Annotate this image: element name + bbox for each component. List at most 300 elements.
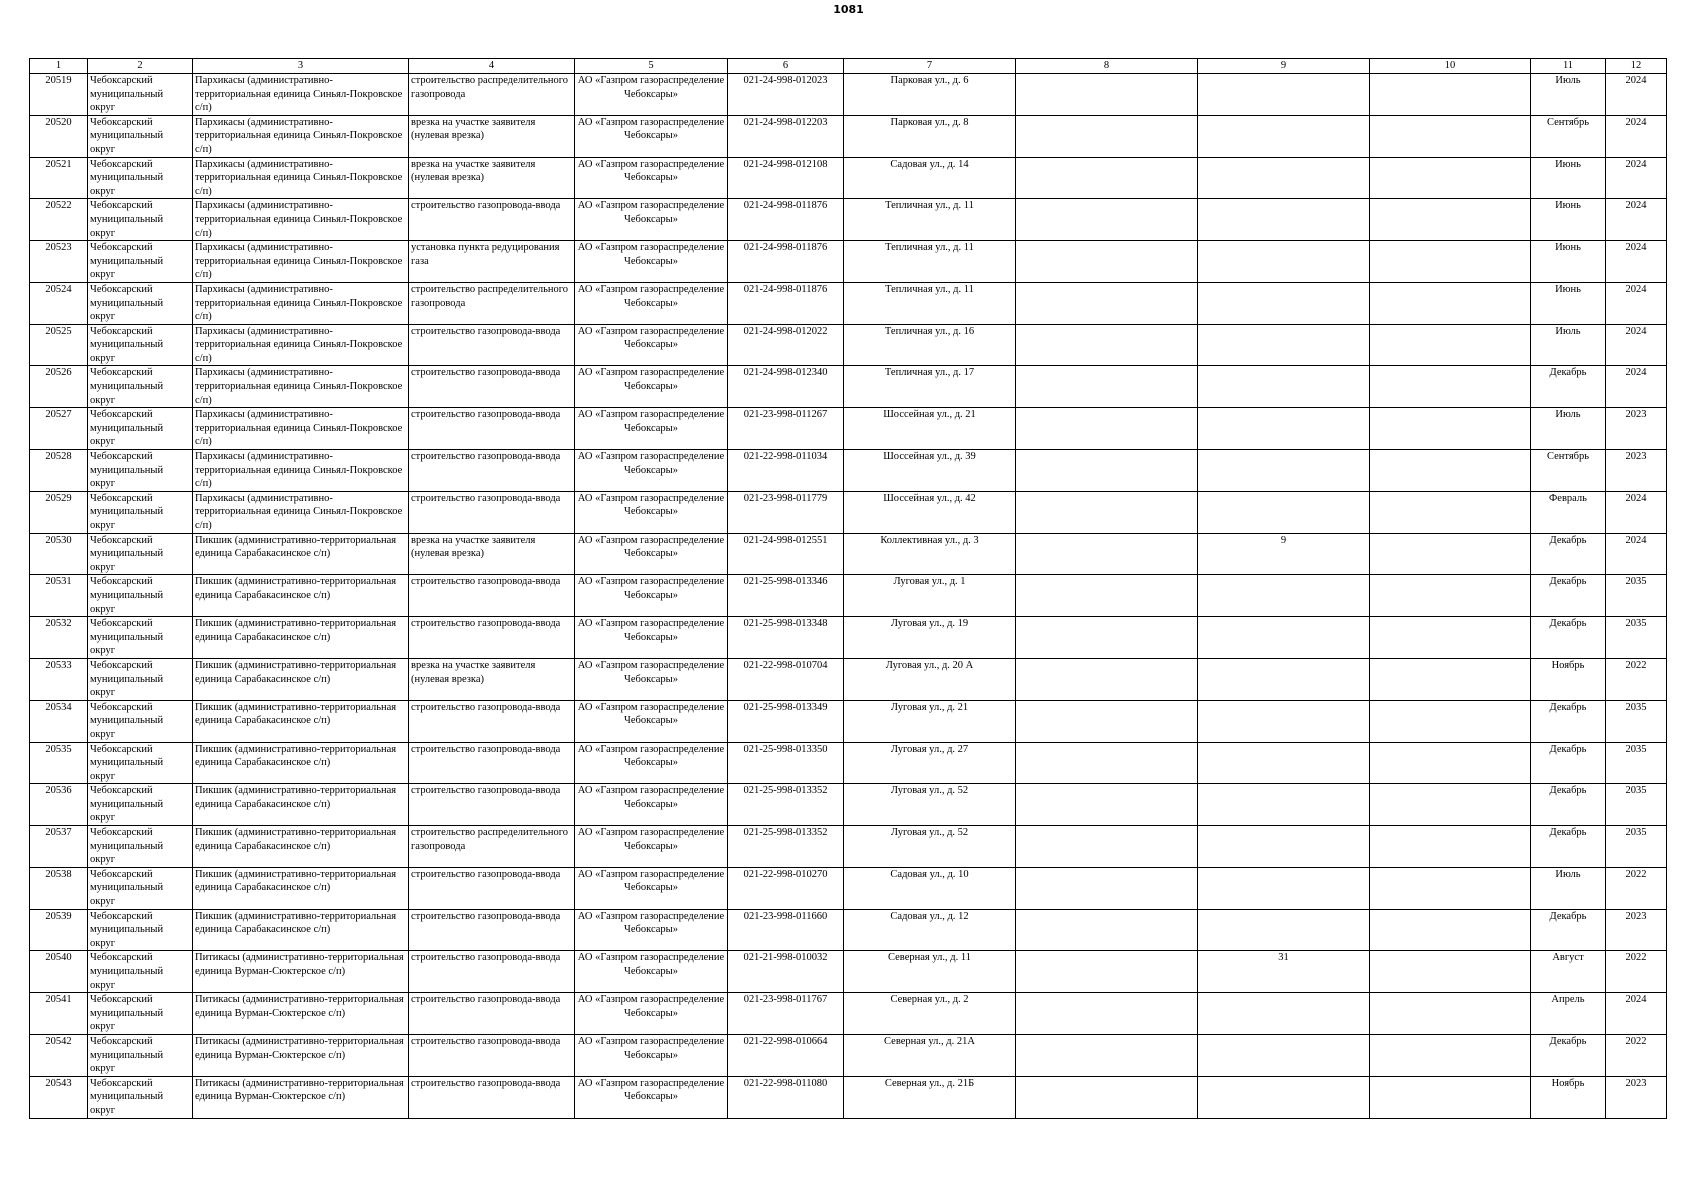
cell-application-number: 021-24-998-012023	[728, 74, 844, 116]
cell-work-type: установка пункта редуцирования газа	[409, 241, 575, 283]
cell-settlement: Пикшик (административно-территориальная единица Сарабакасинское с/п)	[193, 909, 409, 951]
cell-month: Декабрь	[1531, 826, 1606, 868]
cell-column-10	[1370, 993, 1531, 1035]
cell-district: Чебоксарский муниципальный округ	[88, 826, 193, 868]
cell-row-number: 20534	[30, 700, 88, 742]
cell-column-10	[1370, 282, 1531, 324]
cell-month: Ноябрь	[1531, 1076, 1606, 1118]
cell-application-number: 021-25-998-013346	[728, 575, 844, 617]
cell-organization: АО «Газпром газораспределение Чебоксары»	[575, 408, 728, 450]
cell-column-9	[1198, 784, 1370, 826]
cell-column-8	[1016, 909, 1198, 951]
cell-month: Декабрь	[1531, 533, 1606, 575]
cell-month: Декабрь	[1531, 366, 1606, 408]
cell-column-8	[1016, 408, 1198, 450]
cell-year: 2022	[1606, 951, 1667, 993]
cell-organization: АО «Газпром газораспределение Чебоксары»	[575, 533, 728, 575]
cell-row-number: 20523	[30, 241, 88, 283]
cell-district: Чебоксарский муниципальный округ	[88, 199, 193, 241]
cell-organization: АО «Газпром газораспределение Чебоксары»	[575, 658, 728, 700]
cell-organization: АО «Газпром газораспределение Чебоксары»	[575, 575, 728, 617]
cell-column-10	[1370, 784, 1531, 826]
cell-organization: АО «Газпром газораспределение Чебоксары»	[575, 1076, 728, 1118]
cell-address: Луговая ул., д. 1	[844, 575, 1016, 617]
cell-column-8	[1016, 282, 1198, 324]
cell-row-number: 20521	[30, 157, 88, 199]
cell-column-10	[1370, 575, 1531, 617]
cell-address: Северная ул., д. 11	[844, 951, 1016, 993]
cell-district: Чебоксарский муниципальный округ	[88, 909, 193, 951]
cell-organization: АО «Газпром газораспределение Чебоксары»	[575, 909, 728, 951]
cell-row-number: 20527	[30, 408, 88, 450]
cell-year: 2024	[1606, 491, 1667, 533]
cell-year: 2035	[1606, 826, 1667, 868]
cell-row-number: 20520	[30, 115, 88, 157]
cell-application-number: 021-24-998-011876	[728, 282, 844, 324]
cell-work-type: строительство газопровода-ввода	[409, 575, 575, 617]
cell-settlement: Пикшик (административно-территориальная единица Сарабакасинское с/п)	[193, 700, 409, 742]
cell-work-type: строительство газопровода-ввода	[409, 784, 575, 826]
cell-district: Чебоксарский муниципальный округ	[88, 533, 193, 575]
table-row	[30, 408, 1667, 450]
cell-work-type: строительство газопровода-ввода	[409, 450, 575, 492]
cell-row-number: 20537	[30, 826, 88, 868]
cell-column-10	[1370, 533, 1531, 575]
cell-column-8	[1016, 867, 1198, 909]
cell-column-8	[1016, 784, 1198, 826]
cell-district: Чебоксарский муниципальный округ	[88, 450, 193, 492]
column-number: 1	[30, 59, 88, 74]
cell-address: Парковая ул., д. 8	[844, 115, 1016, 157]
cell-settlement: Пархикасы (административно-территориальная единица Синьял-Покровское с/п)	[193, 241, 409, 283]
cell-column-9	[1198, 867, 1370, 909]
table-row	[30, 951, 1667, 993]
cell-month: Декабрь	[1531, 1034, 1606, 1076]
cell-work-type: строительство газопровода-ввода	[409, 1034, 575, 1076]
cell-settlement: Пархикасы (административно-территориальная единица Синьял-Покровское с/п)	[193, 157, 409, 199]
column-number: 2	[88, 59, 193, 74]
cell-address: Луговая ул., д. 20 А	[844, 658, 1016, 700]
cell-application-number: 021-22-998-010704	[728, 658, 844, 700]
cell-organization: АО «Газпром газораспределение Чебоксары»	[575, 742, 728, 784]
cell-row-number: 20531	[30, 575, 88, 617]
cell-organization: АО «Газпром газораспределение Чебоксары»	[575, 241, 728, 283]
cell-application-number: 021-23-998-011267	[728, 408, 844, 450]
table-row	[30, 993, 1667, 1035]
column-number-row	[30, 59, 1667, 74]
cell-column-9	[1198, 324, 1370, 366]
cell-application-number: 021-24-998-011876	[728, 241, 844, 283]
cell-year: 2024	[1606, 74, 1667, 116]
table-row	[30, 157, 1667, 199]
cell-column-8	[1016, 157, 1198, 199]
cell-row-number: 20536	[30, 784, 88, 826]
cell-work-type: врезка на участке заявителя (нулевая врезка)	[409, 157, 575, 199]
cell-column-10	[1370, 658, 1531, 700]
cell-work-type: строительство газопровода-ввода	[409, 867, 575, 909]
cell-column-9	[1198, 366, 1370, 408]
cell-column-9	[1198, 491, 1370, 533]
cell-application-number: 021-23-998-011660	[728, 909, 844, 951]
cell-column-9	[1198, 282, 1370, 324]
cell-month: Июнь	[1531, 199, 1606, 241]
cell-column-9	[1198, 450, 1370, 492]
cell-column-10	[1370, 909, 1531, 951]
cell-month: Сентябрь	[1531, 115, 1606, 157]
table-row	[30, 742, 1667, 784]
cell-work-type: строительство газопровода-ввода	[409, 324, 575, 366]
cell-address: Тепличная ул., д. 11	[844, 282, 1016, 324]
column-number: 7	[844, 59, 1016, 74]
cell-application-number: 021-25-998-013352	[728, 826, 844, 868]
cell-row-number: 20529	[30, 491, 88, 533]
cell-settlement: Пикшик (административно-территориальная единица Сарабакасинское с/п)	[193, 658, 409, 700]
cell-column-10	[1370, 826, 1531, 868]
cell-month: Декабрь	[1531, 784, 1606, 826]
cell-year: 2035	[1606, 784, 1667, 826]
cell-organization: АО «Газпром газораспределение Чебоксары»	[575, 617, 728, 659]
cell-year: 2023	[1606, 408, 1667, 450]
cell-work-type: строительство газопровода-ввода	[409, 491, 575, 533]
cell-settlement: Пархикасы (административно-территориальная единица Синьял-Покровское с/п)	[193, 324, 409, 366]
cell-organization: АО «Газпром газораспределение Чебоксары»	[575, 366, 728, 408]
cell-district: Чебоксарский муниципальный округ	[88, 366, 193, 408]
cell-column-8	[1016, 450, 1198, 492]
column-number: 6	[728, 59, 844, 74]
cell-district: Чебоксарский муниципальный округ	[88, 575, 193, 617]
cell-application-number: 021-25-998-013349	[728, 700, 844, 742]
cell-column-10	[1370, 700, 1531, 742]
cell-column-8	[1016, 826, 1198, 868]
cell-settlement: Питикасы (административно-территориальная единица Вурман-Сюктерское с/п)	[193, 1034, 409, 1076]
table-row	[30, 575, 1667, 617]
cell-column-10	[1370, 241, 1531, 283]
cell-organization: АО «Газпром газораспределение Чебоксары»	[575, 826, 728, 868]
cell-year: 2024	[1606, 199, 1667, 241]
cell-row-number: 20538	[30, 867, 88, 909]
cell-organization: АО «Газпром газораспределение Чебоксары»	[575, 74, 728, 116]
cell-column-8	[1016, 199, 1198, 241]
cell-address: Парковая ул., д. 6	[844, 74, 1016, 116]
cell-settlement: Пикшик (административно-территориальная единица Сарабакасинское с/п)	[193, 533, 409, 575]
cell-month: Август	[1531, 951, 1606, 993]
cell-work-type: строительство газопровода-ввода	[409, 993, 575, 1035]
cell-work-type: строительство распределительного газопровода	[409, 74, 575, 116]
table-row	[30, 617, 1667, 659]
cell-month: Июнь	[1531, 282, 1606, 324]
cell-settlement: Питикасы (административно-территориальная единица Вурман-Сюктерское с/п)	[193, 951, 409, 993]
page-number: 1081	[833, 3, 864, 16]
cell-row-number: 20528	[30, 450, 88, 492]
cell-address: Луговая ул., д. 21	[844, 700, 1016, 742]
cell-application-number: 021-22-998-011080	[728, 1076, 844, 1118]
cell-row-number: 20539	[30, 909, 88, 951]
table-row	[30, 241, 1667, 283]
cell-column-10	[1370, 408, 1531, 450]
cell-column-9	[1198, 826, 1370, 868]
cell-organization: АО «Газпром газораспределение Чебоксары»	[575, 282, 728, 324]
cell-column-9: 9	[1198, 533, 1370, 575]
cell-address: Тепличная ул., д. 17	[844, 366, 1016, 408]
cell-year: 2035	[1606, 700, 1667, 742]
cell-work-type: врезка на участке заявителя (нулевая врезка)	[409, 115, 575, 157]
column-number: 8	[1016, 59, 1198, 74]
cell-column-8	[1016, 575, 1198, 617]
cell-address: Шоссейная ул., д. 42	[844, 491, 1016, 533]
column-number: 9	[1198, 59, 1370, 74]
cell-organization: АО «Газпром газораспределение Чебоксары»	[575, 1034, 728, 1076]
cell-year: 2024	[1606, 993, 1667, 1035]
cell-column-9	[1198, 575, 1370, 617]
cell-month: Июль	[1531, 324, 1606, 366]
table-row	[30, 784, 1667, 826]
cell-year: 2024	[1606, 533, 1667, 575]
cell-organization: АО «Газпром газораспределение Чебоксары»	[575, 324, 728, 366]
gasification-plan-table	[29, 58, 1667, 1119]
cell-year: 2022	[1606, 658, 1667, 700]
cell-address: Северная ул., д. 21Б	[844, 1076, 1016, 1118]
cell-organization: АО «Газпром газораспределение Чебоксары»	[575, 867, 728, 909]
cell-application-number: 021-24-998-012203	[728, 115, 844, 157]
cell-settlement: Пикшик (административно-территориальная единица Сарабакасинское с/п)	[193, 575, 409, 617]
cell-work-type: врезка на участке заявителя (нулевая врезка)	[409, 533, 575, 575]
cell-month: Декабрь	[1531, 742, 1606, 784]
cell-column-10	[1370, 742, 1531, 784]
table-row	[30, 700, 1667, 742]
cell-row-number: 20524	[30, 282, 88, 324]
cell-settlement: Пархикасы (административно-территориальная единица Синьял-Покровское с/п)	[193, 199, 409, 241]
cell-address: Садовая ул., д. 10	[844, 867, 1016, 909]
cell-month: Июль	[1531, 408, 1606, 450]
cell-application-number: 021-22-998-011034	[728, 450, 844, 492]
table-row	[30, 450, 1667, 492]
cell-application-number: 021-24-998-011876	[728, 199, 844, 241]
cell-district: Чебоксарский муниципальный округ	[88, 617, 193, 659]
cell-address: Тепличная ул., д. 11	[844, 241, 1016, 283]
cell-organization: АО «Газпром газораспределение Чебоксары»	[575, 450, 728, 492]
cell-year: 2024	[1606, 115, 1667, 157]
table-row	[30, 1034, 1667, 1076]
table-body	[30, 74, 1667, 1119]
cell-address: Тепличная ул., д. 16	[844, 324, 1016, 366]
cell-month: Февраль	[1531, 491, 1606, 533]
cell-settlement: Питикасы (административно-территориальная единица Вурман-Сюктерское с/п)	[193, 1076, 409, 1118]
cell-year: 2023	[1606, 1076, 1667, 1118]
cell-district: Чебоксарский муниципальный округ	[88, 742, 193, 784]
cell-work-type: строительство газопровода-ввода	[409, 909, 575, 951]
cell-column-8	[1016, 1076, 1198, 1118]
cell-address: Луговая ул., д. 52	[844, 784, 1016, 826]
cell-month: Июнь	[1531, 241, 1606, 283]
cell-settlement: Пархикасы (административно-территориальная единица Синьял-Покровское с/п)	[193, 115, 409, 157]
cell-month: Декабрь	[1531, 909, 1606, 951]
cell-district: Чебоксарский муниципальный округ	[88, 951, 193, 993]
cell-year: 2024	[1606, 282, 1667, 324]
cell-district: Чебоксарский муниципальный округ	[88, 282, 193, 324]
cell-address: Тепличная ул., д. 11	[844, 199, 1016, 241]
cell-column-10	[1370, 157, 1531, 199]
cell-settlement: Пикшик (административно-территориальная единица Сарабакасинское с/п)	[193, 826, 409, 868]
cell-settlement: Пикшик (административно-территориальная единица Сарабакасинское с/п)	[193, 784, 409, 826]
cell-district: Чебоксарский муниципальный округ	[88, 324, 193, 366]
cell-application-number: 021-24-998-012551	[728, 533, 844, 575]
cell-settlement: Пархикасы (административно-территориальная единица Синьял-Покровское с/п)	[193, 282, 409, 324]
cell-column-8	[1016, 491, 1198, 533]
cell-organization: АО «Газпром газораспределение Чебоксары»	[575, 157, 728, 199]
cell-organization: АО «Газпром газораспределение Чебоксары»	[575, 115, 728, 157]
cell-application-number: 021-21-998-010032	[728, 951, 844, 993]
cell-organization: АО «Газпром газораспределение Чебоксары»	[575, 491, 728, 533]
cell-settlement: Пархикасы (административно-территориальная единица Синьял-Покровское с/п)	[193, 366, 409, 408]
cell-column-10	[1370, 74, 1531, 116]
cell-year: 2022	[1606, 867, 1667, 909]
cell-column-9	[1198, 909, 1370, 951]
table-row	[30, 74, 1667, 116]
table-row	[30, 366, 1667, 408]
cell-settlement: Пархикасы (административно-территориальная единица Синьял-Покровское с/п)	[193, 450, 409, 492]
cell-settlement: Питикасы (административно-территориальная единица Вурман-Сюктерское с/п)	[193, 993, 409, 1035]
cell-year: 2024	[1606, 324, 1667, 366]
cell-district: Чебоксарский муниципальный округ	[88, 74, 193, 116]
cell-district: Чебоксарский муниципальный округ	[88, 1076, 193, 1118]
cell-organization: АО «Газпром газораспределение Чебоксары»	[575, 951, 728, 993]
cell-column-10	[1370, 324, 1531, 366]
cell-month: Декабрь	[1531, 617, 1606, 659]
cell-row-number: 20543	[30, 1076, 88, 1118]
cell-district: Чебоксарский муниципальный округ	[88, 867, 193, 909]
cell-row-number: 20541	[30, 993, 88, 1035]
cell-column-8	[1016, 658, 1198, 700]
cell-district: Чебоксарский муниципальный округ	[88, 1034, 193, 1076]
cell-application-number: 021-23-998-011767	[728, 993, 844, 1035]
cell-column-9	[1198, 742, 1370, 784]
cell-address: Северная ул., д. 21А	[844, 1034, 1016, 1076]
column-number: 4	[409, 59, 575, 74]
cell-column-9	[1198, 157, 1370, 199]
cell-month: Июль	[1531, 867, 1606, 909]
cell-work-type: строительство газопровода-ввода	[409, 742, 575, 784]
column-number: 3	[193, 59, 409, 74]
cell-year: 2023	[1606, 909, 1667, 951]
cell-column-10	[1370, 199, 1531, 241]
column-number: 12	[1606, 59, 1667, 74]
cell-year: 2023	[1606, 450, 1667, 492]
cell-district: Чебоксарский муниципальный округ	[88, 700, 193, 742]
cell-settlement: Пархикасы (административно-территориальная единица Синьял-Покровское с/п)	[193, 74, 409, 116]
cell-work-type: строительство газопровода-ввода	[409, 1076, 575, 1118]
cell-column-9	[1198, 408, 1370, 450]
cell-application-number: 021-24-998-012022	[728, 324, 844, 366]
cell-column-8	[1016, 324, 1198, 366]
cell-column-8	[1016, 700, 1198, 742]
cell-row-number: 20530	[30, 533, 88, 575]
cell-district: Чебоксарский муниципальный округ	[88, 784, 193, 826]
cell-column-9	[1198, 74, 1370, 116]
cell-settlement: Пархикасы (административно-территориальная единица Синьял-Покровское с/п)	[193, 408, 409, 450]
cell-column-10	[1370, 617, 1531, 659]
cell-column-9	[1198, 115, 1370, 157]
cell-month: Декабрь	[1531, 700, 1606, 742]
cell-year: 2035	[1606, 617, 1667, 659]
cell-month: Сентябрь	[1531, 450, 1606, 492]
cell-address: Шоссейная ул., д. 39	[844, 450, 1016, 492]
cell-column-8	[1016, 533, 1198, 575]
cell-district: Чебоксарский муниципальный округ	[88, 157, 193, 199]
cell-row-number: 20526	[30, 366, 88, 408]
cell-district: Чебоксарский муниципальный округ	[88, 491, 193, 533]
cell-column-10	[1370, 491, 1531, 533]
cell-year: 2024	[1606, 241, 1667, 283]
cell-row-number: 20522	[30, 199, 88, 241]
cell-settlement: Пикшик (административно-территориальная единица Сарабакасинское с/п)	[193, 617, 409, 659]
cell-month: Июнь	[1531, 157, 1606, 199]
cell-application-number: 021-22-998-010270	[728, 867, 844, 909]
cell-district: Чебоксарский муниципальный округ	[88, 658, 193, 700]
table-row	[30, 658, 1667, 700]
cell-settlement: Пикшик (административно-территориальная единица Сарабакасинское с/п)	[193, 867, 409, 909]
cell-row-number: 20533	[30, 658, 88, 700]
cell-work-type: строительство распределительного газопровода	[409, 282, 575, 324]
cell-row-number: 20532	[30, 617, 88, 659]
cell-column-9	[1198, 617, 1370, 659]
table-row	[30, 533, 1667, 575]
cell-column-9	[1198, 700, 1370, 742]
cell-column-9	[1198, 199, 1370, 241]
cell-column-10	[1370, 366, 1531, 408]
cell-column-10	[1370, 450, 1531, 492]
cell-column-8	[1016, 951, 1198, 993]
cell-organization: АО «Газпром газораспределение Чебоксары»	[575, 700, 728, 742]
column-number: 5	[575, 59, 728, 74]
cell-row-number: 20540	[30, 951, 88, 993]
cell-work-type: врезка на участке заявителя (нулевая врезка)	[409, 658, 575, 700]
cell-work-type: строительство газопровода-ввода	[409, 617, 575, 659]
cell-column-8	[1016, 74, 1198, 116]
cell-column-8	[1016, 241, 1198, 283]
cell-year: 2024	[1606, 157, 1667, 199]
cell-address: Коллективная ул., д. 3	[844, 533, 1016, 575]
cell-organization: АО «Газпром газораспределение Чебоксары»	[575, 993, 728, 1035]
cell-application-number: 021-24-998-012108	[728, 157, 844, 199]
cell-address: Садовая ул., д. 14	[844, 157, 1016, 199]
table-row	[30, 324, 1667, 366]
cell-year: 2035	[1606, 742, 1667, 784]
column-number: 10	[1370, 59, 1531, 74]
cell-column-8	[1016, 366, 1198, 408]
cell-address: Шоссейная ул., д. 21	[844, 408, 1016, 450]
cell-application-number: 021-23-998-011779	[728, 491, 844, 533]
cell-address: Садовая ул., д. 12	[844, 909, 1016, 951]
table-row	[30, 282, 1667, 324]
cell-application-number: 021-25-998-013352	[728, 784, 844, 826]
cell-year: 2035	[1606, 575, 1667, 617]
cell-row-number: 20542	[30, 1034, 88, 1076]
cell-district: Чебоксарский муниципальный округ	[88, 115, 193, 157]
cell-column-9	[1198, 1034, 1370, 1076]
cell-column-10	[1370, 1034, 1531, 1076]
cell-column-10	[1370, 1076, 1531, 1118]
cell-column-9	[1198, 1076, 1370, 1118]
table-row	[30, 199, 1667, 241]
cell-year: 2022	[1606, 1034, 1667, 1076]
cell-month: Декабрь	[1531, 575, 1606, 617]
cell-application-number: 021-24-998-012340	[728, 366, 844, 408]
cell-organization: АО «Газпром газораспределение Чебоксары»	[575, 199, 728, 241]
cell-district: Чебоксарский муниципальный округ	[88, 241, 193, 283]
table-row	[30, 826, 1667, 868]
cell-column-9	[1198, 241, 1370, 283]
cell-address: Северная ул., д. 2	[844, 993, 1016, 1035]
